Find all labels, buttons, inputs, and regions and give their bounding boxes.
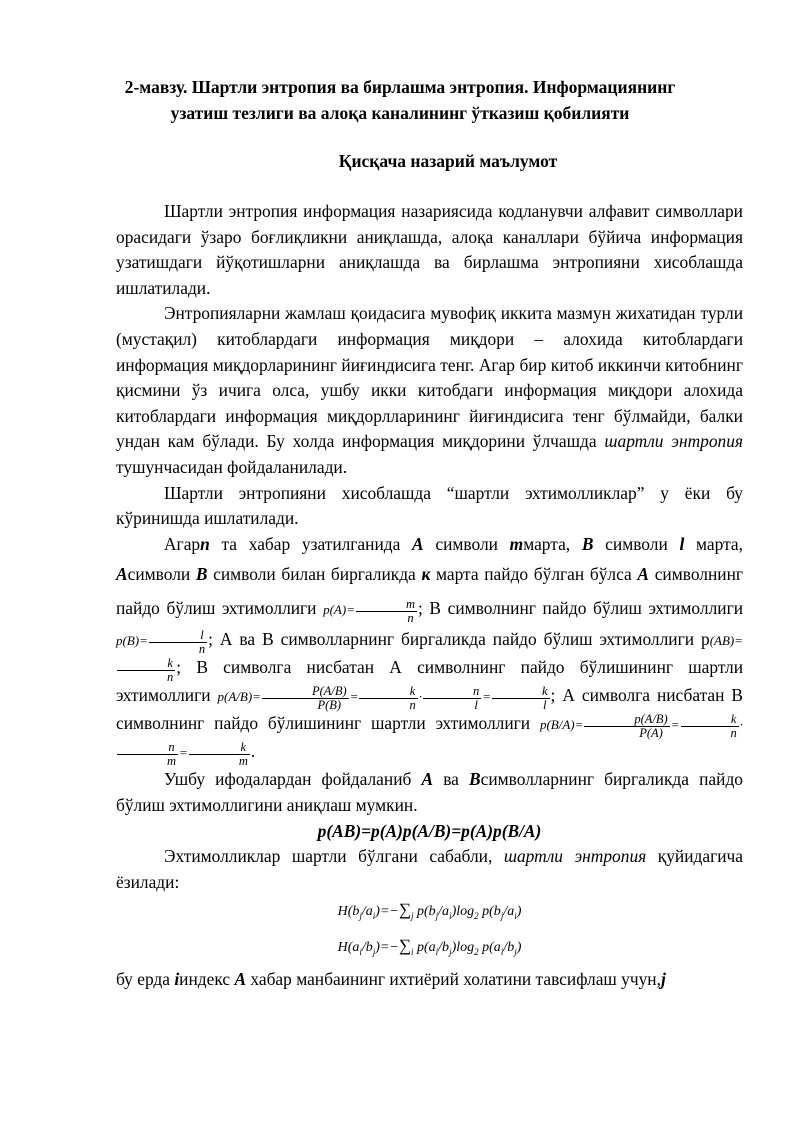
f: /a (503, 904, 515, 920)
var-k: к (421, 564, 431, 585)
var-B: B (581, 533, 594, 554)
denominator: n (198, 641, 206, 656)
text: та хабар узатилганида (209, 533, 413, 554)
fraction (149, 629, 207, 655)
paragraph-7 (116, 967, 743, 993)
formula-lhs: p(A/B)= (217, 689, 261, 705)
fraction (117, 741, 178, 767)
f: j (372, 946, 376, 957)
formula-pA (323, 597, 418, 625)
denominator: l (543, 697, 547, 712)
text: символи (593, 533, 680, 554)
equals: = (349, 689, 359, 705)
f: p(a (413, 940, 436, 956)
text: бу ерда (116, 968, 175, 989)
var-A: A (116, 564, 128, 585)
f: j (359, 911, 362, 922)
formula-lhs: p(B)= (116, 633, 148, 649)
var-n: n (200, 533, 210, 554)
denominator: n (409, 697, 416, 712)
term-conditional-entropy: шартли энтропия (604, 431, 743, 452)
text: Ушбу ифодалардан фойдаланиб (164, 769, 422, 790)
numerator: k (117, 657, 175, 671)
f: /b (361, 940, 373, 956)
text: символларнинг биргаликда пайдо бўлиш эхтимоллигини аниқлаш мумкин. (116, 769, 743, 815)
var-i: i (174, 968, 180, 989)
f: ) (516, 904, 522, 920)
numerator: n (423, 685, 481, 699)
fraction (117, 657, 175, 683)
denominator: n (730, 725, 737, 740)
f: i (359, 946, 362, 957)
f: i (449, 911, 452, 922)
f: i (372, 911, 376, 922)
paragraph-5 (116, 767, 743, 818)
text: Агар (164, 533, 201, 554)
text: индекс (179, 968, 235, 989)
denominator: n (167, 669, 174, 684)
formula-lhs: p(A)= (323, 602, 355, 618)
text: ; А ва В символларнинг биргаликда пайдо бўлиш эхтимоллиги (208, 629, 701, 650)
numerator: k (492, 685, 550, 699)
document-body (116, 199, 743, 993)
f: j (500, 911, 504, 922)
fraction (359, 685, 417, 711)
f: /a (438, 904, 450, 920)
paragraph-1: Шартли энтропия информация назариясида кодланувчи алфавит символлари орасидаги ўзаро боғлиқликни аниқлашда, алоқа каналлари бўйича информация узатишдаги йўқотишларни аниқлашда ва бирлашма энтропияни хисоблашда ишлатилади. (116, 201, 743, 298)
equals: = (179, 745, 188, 761)
text: ; А символга нисбатан В символнинг пайдо бўлишининг шартли эхтимоллиги (116, 685, 744, 734)
text: марта, (684, 533, 743, 554)
var-B: B (195, 564, 208, 585)
numerator: l (149, 629, 207, 643)
sum-symbol: ∑ (398, 900, 411, 920)
var-A: A (637, 564, 650, 585)
numerator: m (356, 598, 417, 612)
f: i (514, 911, 517, 922)
paragraph-2 (116, 301, 743, 480)
paragraph-3: Шартли энтропияни хисоблашда “шартли эхтимолликлар” у ёки бу кўринишда ишлатилади. (116, 482, 743, 529)
section-subtitle: Қисқача назарий маълумот (338, 151, 558, 171)
numerator: n (117, 741, 178, 755)
text: ; В символга нисбатан А символнинг пайдо бўлишининг шартли эхтимоллиги (116, 657, 743, 706)
var-A: A (234, 968, 247, 989)
text: символи (423, 533, 510, 554)
denominator: m (238, 753, 248, 768)
paragraph-2-text: Энтропияларни жамлаш қоидасига мувофиқ иккита мазмун жихатидан турли (мустақил) китоблардаги информация миқдори – алохида китоблардаги информация миқдорларининг йиғиндисига тенг. Агар бир китоб иккинчи китобнинг қисмини ўз ичига олса, ушбу икки китобдаги информация миқдори алохида китоблардаги информация миқдорлларининг йиғиндисига тенг бўлмайди, балки ундан кам бўлади. Бу холда информация миқдорини ўлчашда (116, 303, 743, 452)
f: j (449, 946, 452, 957)
f: )=− (375, 904, 399, 920)
f: i (435, 946, 439, 957)
f: )log (451, 904, 475, 920)
var-m: m (509, 533, 524, 554)
term-conditional-entropy: шартли энтропия (503, 846, 647, 867)
f: ) (516, 940, 522, 956)
f: i (500, 946, 504, 957)
equals: = (670, 717, 680, 733)
numerator: k (359, 685, 417, 699)
fraction (681, 713, 739, 739)
formula-lhs: (AB)= (709, 633, 743, 649)
fraction (584, 713, 669, 739)
f: 2 (474, 911, 479, 922)
f: H(a (337, 940, 360, 956)
var-j: j (660, 968, 666, 989)
page-title: 2-мавзу. Шартли энтропия ва бирлашма энтропия. Информациянинг узатиш тезлиги ва алоқа каналининг ўтказиш қобилияти (124, 77, 676, 123)
f: 2 (474, 946, 479, 957)
paragraph-4 (116, 532, 743, 768)
paragraph-6 (116, 844, 743, 895)
numerator: P(A/B) (262, 685, 349, 699)
text: қуйидагича ёзилади: (116, 846, 743, 892)
f: H(b (337, 904, 360, 920)
fraction (262, 685, 349, 711)
text: ва (433, 769, 470, 790)
paragraph-2-tail: тушунчасидан фойдаланилади. (116, 456, 348, 477)
f: p(b (413, 904, 436, 920)
fraction (356, 598, 417, 624)
text: символи (127, 564, 196, 585)
fraction (492, 685, 550, 711)
f: p(a (478, 940, 501, 956)
equals: = (482, 689, 491, 705)
entropy-formula-2 (116, 931, 743, 967)
formula-pA-given-B (217, 684, 551, 712)
f: /a (361, 904, 373, 920)
denominator: P(B) (317, 697, 342, 712)
fraction (423, 685, 481, 711)
text: символнинг пайдо бўлиш эхтимоллиги (116, 564, 744, 619)
f: j (514, 946, 517, 957)
formula-lhs: p(B/A)= (539, 717, 584, 733)
text: ; В символнинг пайдо бўлиш эхтимоллиги (418, 598, 744, 619)
f: p(b (478, 904, 501, 920)
multiply: · (418, 689, 422, 705)
var-A: A (421, 769, 434, 790)
f: )log (451, 940, 475, 956)
f: j (410, 911, 414, 922)
f: )=− (375, 940, 399, 956)
text: хабар манбаининг ихтиёрий холатини тавсифлаш учун, (246, 968, 661, 989)
numerator: p(A/B) (584, 713, 669, 727)
f: /b (438, 940, 450, 956)
joint-probability-formula: p(AB)=p(A)p(A/B)=p(A)p(B/A) (317, 820, 542, 841)
denominator: P(A) (639, 725, 663, 740)
sum-symbol: ∑ (398, 936, 411, 956)
fraction (189, 741, 250, 767)
f: /b (503, 940, 515, 956)
f: i (410, 946, 414, 957)
denominator: m (167, 753, 177, 768)
numerator: k (189, 741, 250, 755)
text: символи билан биргаликда (207, 564, 422, 585)
text: . (250, 741, 256, 762)
text: марта пайдо бўлган бўлса (430, 564, 638, 585)
text: Эхтимолликлар шартли бўлгани сабабли, (164, 846, 504, 867)
var-A: A (412, 533, 424, 554)
f: j (435, 911, 439, 922)
var-l: l (679, 533, 685, 554)
denominator: n (407, 610, 414, 625)
numerator: k (681, 713, 739, 727)
denominator: l (474, 697, 478, 712)
var-B: B (469, 769, 481, 790)
text: марта, (523, 533, 582, 554)
multiply: · (739, 717, 743, 733)
formula-pB (116, 628, 208, 656)
entropy-formula-1 (116, 895, 743, 931)
formula-prefix: p (700, 629, 710, 650)
